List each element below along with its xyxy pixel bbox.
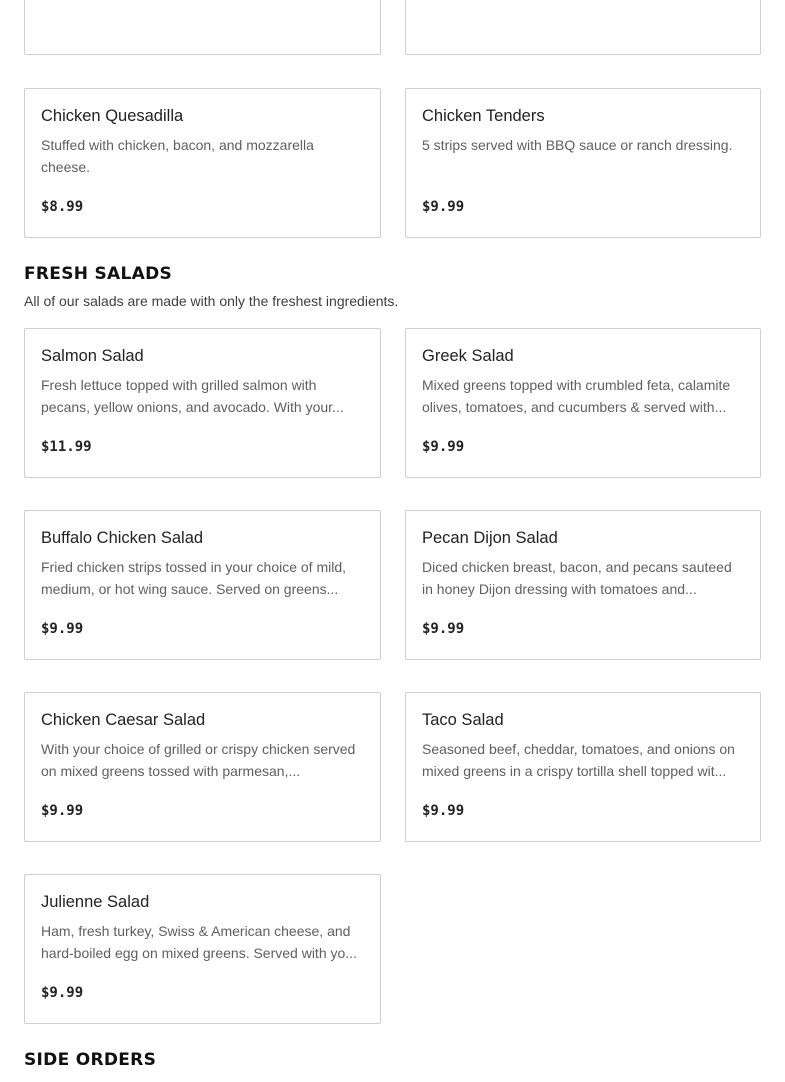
menu-item-description: Mixed greens topped with crumbled feta, calamite olives, tomatoes, and cucumbers & served with... (422, 377, 731, 415)
menu-item-chicken-tenders[interactable] (405, 88, 761, 238)
menu-item-chicken-quesadilla[interactable] (24, 88, 381, 238)
menu-item-name: Chicken Tenders (422, 107, 545, 125)
menu-item-buffalo-chicken-salad[interactable] (24, 510, 381, 660)
menu-item-price: $8.99 (41, 199, 84, 215)
menu-item-price: $9.99 (422, 803, 465, 819)
menu-item-description: With your choice of grilled or crispy chicken served on mixed greens tossed with parmesan,... (41, 741, 356, 779)
menu-item-description: Fried chicken strips tossed in your choice of mild, medium, or hot wing sauce. Served on greens... (41, 559, 347, 597)
menu-item-greek-salad[interactable] (405, 328, 761, 478)
menu-item-price: $9.99 (422, 621, 465, 637)
menu-item-name: Pecan Dijon Salad (422, 529, 558, 547)
menu-item-name: Chicken Quesadilla (41, 107, 184, 125)
menu-item-price: $9.99 (422, 439, 465, 455)
menu-item-price: $9.99 (41, 621, 84, 637)
menu-item-taco-salad[interactable] (405, 692, 761, 842)
menu-item-description: Fresh lettuce topped with grilled salmon with pecans, yellow onions, and avocado. With your... (41, 377, 344, 415)
section-subtitle: All of our salads are made with only the freshest ingredients. (24, 293, 399, 309)
menu-item-price: $9.99 (41, 803, 84, 819)
menu-item-description: Ham, fresh turkey, Swiss & American cheese, and hard-boiled egg on mixed greens. Served with yo... (41, 923, 357, 961)
menu-item-description: Stuffed with chicken, bacon, and mozzarella cheese. (41, 137, 314, 175)
menu-item-chicken-caesar-salad[interactable] (24, 692, 381, 842)
menu-item-name: Taco Salad (422, 711, 504, 729)
menu-item-card[interactable] (405, 0, 761, 55)
menu-item-description: Seasoned beef, cheddar, tomatoes, and onions on mixed greens in a crispy tortilla shell topped wit... (422, 741, 735, 779)
section-title-side-orders: SIDE ORDERS (24, 1050, 157, 1070)
menu-item-description: 5 strips served with BBQ sauce or ranch dressing. (422, 137, 733, 153)
menu-item-julienne-salad[interactable] (24, 874, 381, 1024)
menu-item-price: $9.99 (41, 985, 84, 1001)
menu-item-salmon-salad[interactable] (24, 328, 381, 478)
menu-item-name: Chicken Caesar Salad (41, 711, 206, 729)
section-title-fresh-salads: FRESH SALADS (24, 264, 173, 284)
menu-item-price: $9.99 (422, 199, 465, 215)
menu-item-price: $11.99 (41, 439, 92, 455)
menu-item-description: Diced chicken breast, bacon, and pecans sauteed in honey Dijon dressing with tomatoes and... (422, 559, 732, 597)
menu-item-name: Salmon Salad (41, 347, 144, 365)
menu-item-card[interactable] (24, 0, 381, 55)
menu-item-name: Buffalo Chicken Salad (41, 529, 204, 547)
menu-item-name: Julienne Salad (41, 893, 150, 911)
menu-item-pecan-dijon-salad[interactable] (405, 510, 761, 660)
menu-item-name: Greek Salad (422, 347, 514, 365)
